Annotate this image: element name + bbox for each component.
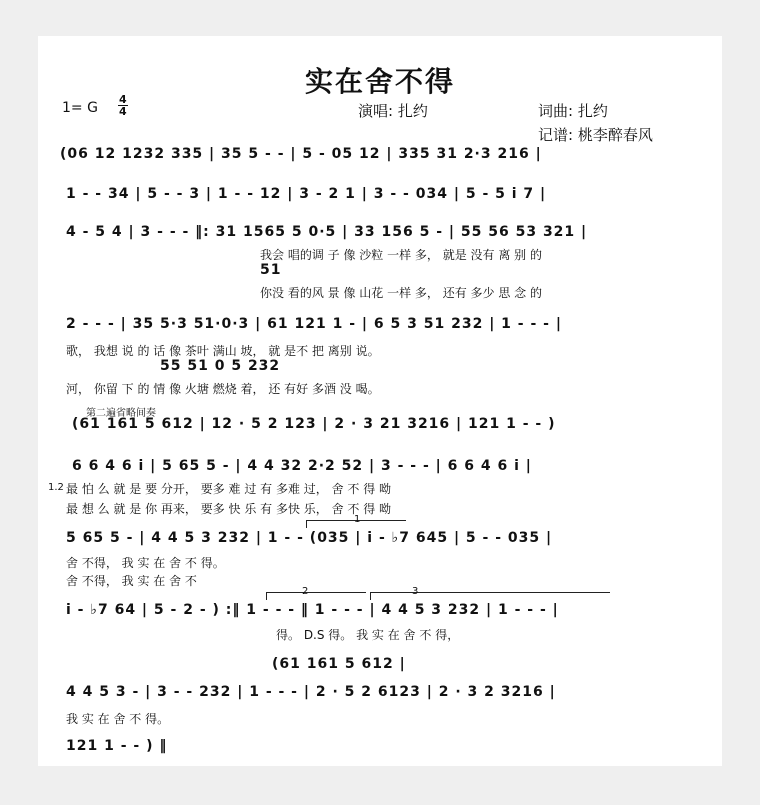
song-title: 实在舍不得 [304,65,455,98]
notation-row-2: 1 - - 34 | 5 - - 3 | 1 - - 12 | 3 - 2 1 | 3 - - 034 | 5 - 5 i 7 | [66,186,547,202]
verse-mark: 1.2 [48,482,64,493]
lyric-row-4-verse-2: 河， 你留 下 的 情 像 火塘 燃烧 着， 还 有好 多酒 没 喝。 [66,382,380,396]
transcriber-credit: 记谱: 桃李醉春风 [538,126,653,144]
ending-1-number: 1 [354,514,361,525]
lyric-row-7-verse-2: 舍 不得， 我 实 在 舍 不 [66,574,197,588]
lyric-row-3-verse-1: 我会 唱的调 子 像 沙粒 一样 多， 就是 没有 离 别 的 [260,248,542,262]
key-signature: 1= G [62,100,98,116]
lyric-row-3-verse-2: 你没 看的风 景 像 山花 一样 多， 还有 多少 思 念 的 [260,286,542,300]
ending-2-number: 2 [302,586,309,597]
notation-row-3: 4 - 5 4 | 3 - - - ‖: 31 1565 5 0·5 | 33 156 5 - | 55 56 53 321 | [66,224,588,240]
alt-notes-row-4: 55 51 0 5 232 [160,358,281,374]
alt-notes-row-3: 51 [260,262,282,278]
notation-row-10: 4 4 5 3 - | 3 - - 232 | 1 - - - | 2 · 5 2 6123 | 2 · 3 2 3216 | [66,684,556,700]
lyric-row-6-verse-1: 最 怕 么 就 是 要 分开， 要多 难 过 有 多难 过， 舍 不 得 呦 [66,482,392,496]
lyric-row-8: 得。 D.S 得。 我 实 在 舍 不 得， [276,628,460,642]
lyric-row-6-verse-2: 最 想 么 就 是 你 再来， 要多 快 乐 有 多快 乐， 舍 不 得 呦 [66,502,392,516]
ending-1-bracket-left [306,520,307,528]
lyric-row-4-verse-1: 歌， 我想 说 的 话 像 茶叶 满山 坡， 就 是不 把 离别 说。 [66,344,380,358]
singer-credit: 演唱: 扎约 [358,102,428,120]
ending-3-number: 3 [412,586,419,597]
notation-row-4: 2 - - - | 35 5·3 51·0·3 | 61 121 1 - | 6 5 3 51 232 | 1 - - - | [66,316,562,332]
ending-3-bracket [370,592,610,593]
composer-credit: 词曲: 扎约 [538,102,608,120]
notation-row-7: 5 65 5 - | 4 4 5 3 232 | 1 - - (035 | i - ♭7 645 | 5 - - 035 | [66,530,553,546]
notation-row-5: (61 161 5 612 | 12 · 5 2 123 | 2 · 3 21 3216 | 121 1 - - ) [72,416,556,432]
notation-row-6: 6 6 4 6 i | 5 65 5 - | 4 4 32 2·2 52 | 3 - - - | 6 6 4 6 i | [72,458,532,474]
interlude-note: 第二遍省略间奏 [86,408,156,419]
notation-row-9: (61 161 5 612 | [272,656,406,672]
notation-row-1: (06 12 1232 335 | 35 5 - - | 5 - 05 12 | 335 31 2·3 216 | [60,146,542,162]
ending-2-bracket [266,592,366,593]
sheet-music-page [38,36,722,766]
time-signature: $\frac{4}{4}$ [119,93,127,118]
notation-row-11: 121 1 - - ) ‖ [66,738,168,754]
lyric-row-10: 我 实 在 舍 不 得。 [66,712,170,726]
ending-3-bracket-left [370,592,371,600]
lyric-row-7-verse-1: 舍 不得， 我 实 在 舍 不 得。 [66,556,225,570]
ending-2-bracket-left [266,592,267,600]
notation-row-8: i - ♭7 64 | 5 - 2 - ) :‖ 1 - - - ‖ 1 - - - | 4 4 5 3 232 | 1 - - - | [66,602,559,618]
